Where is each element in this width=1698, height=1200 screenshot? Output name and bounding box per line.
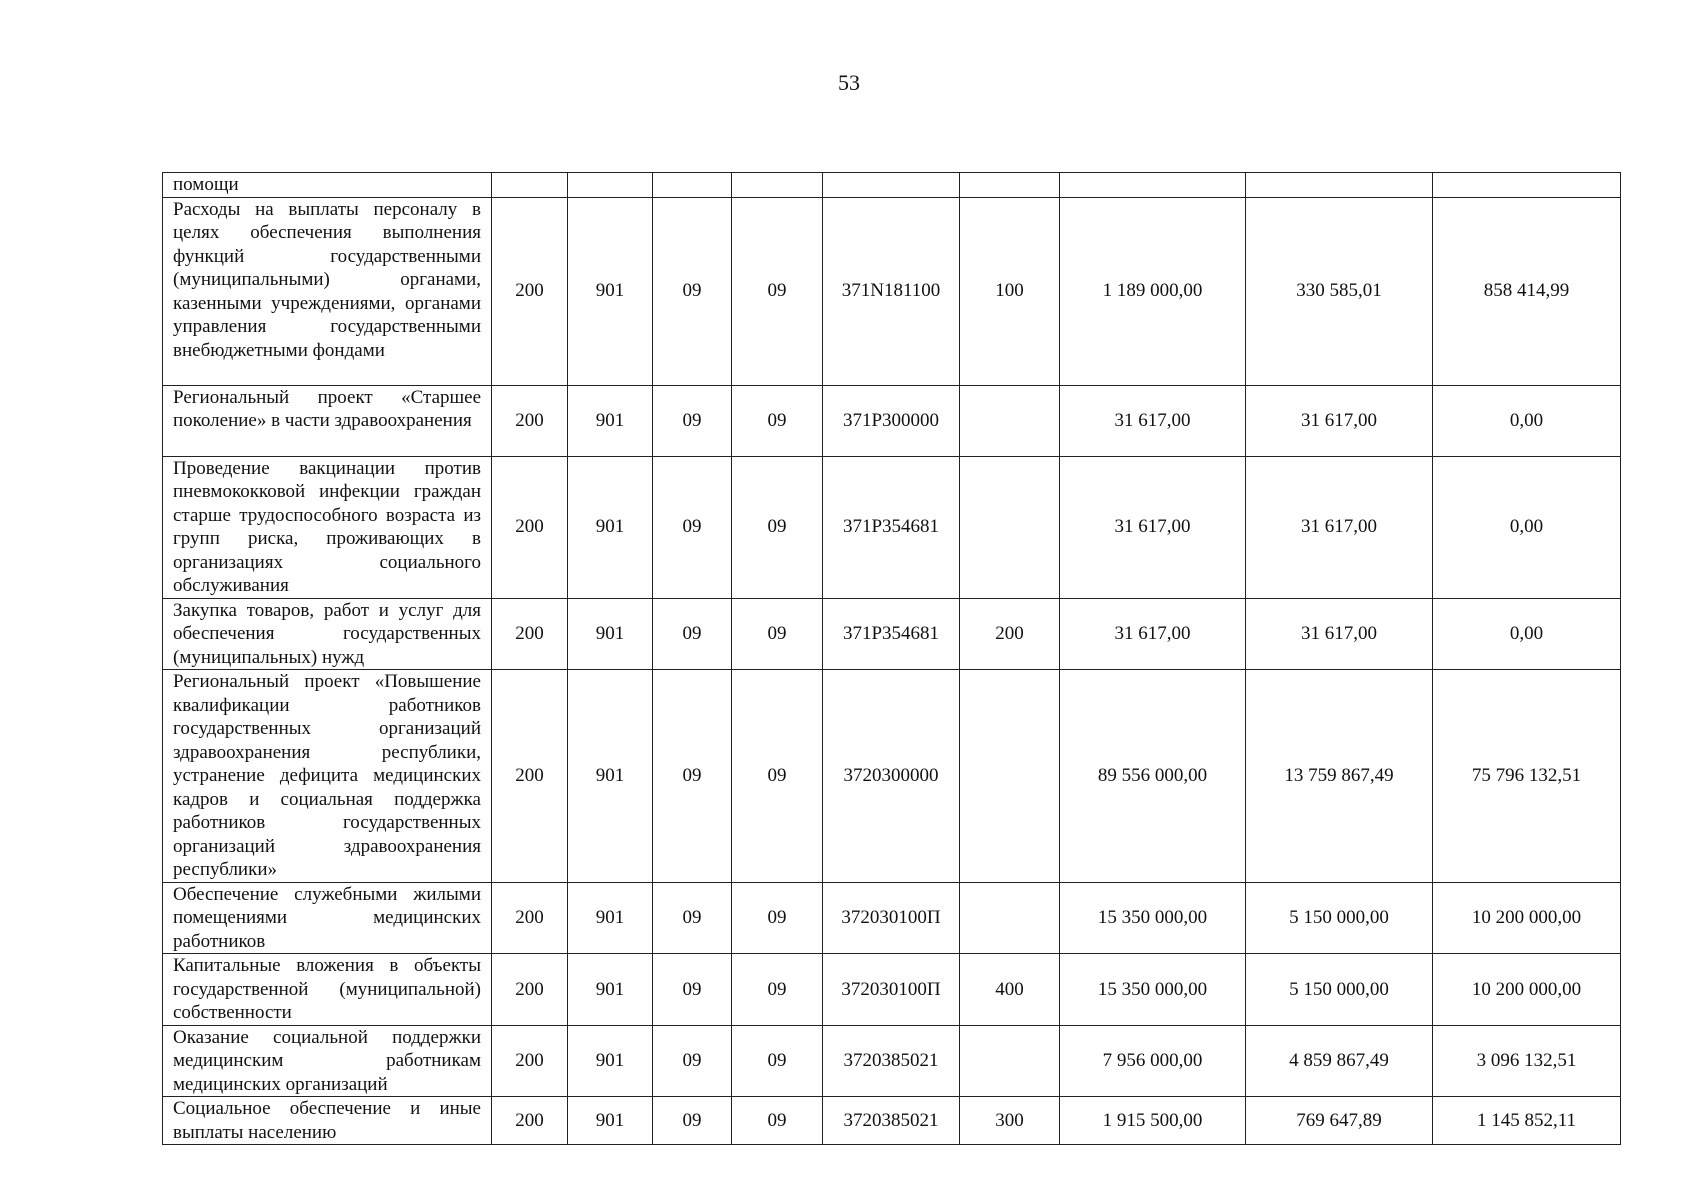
- cell-col6: [960, 670, 1060, 883]
- budget-table: [162, 172, 1621, 1145]
- cell-col7: 89 556 000,00: [1060, 670, 1246, 883]
- cell-col8: 769 647,89: [1246, 1097, 1433, 1145]
- row-description: Оказание социальной поддержки медицинским работникам медицинских организаций: [163, 1025, 492, 1097]
- cell-col2: 901: [568, 954, 653, 1026]
- cell-col7: 15 350 000,00: [1060, 954, 1246, 1026]
- cell-col8: 330 585,01: [1246, 197, 1433, 385]
- cell-col3: 09: [653, 197, 732, 385]
- row-description: Проведение вакцинации против пневмококковой инфекции граждан старше трудоспособного возраста из групп риска, проживающих в организациях социального обслуживания: [163, 456, 492, 598]
- cell-col5: 371P354681: [823, 456, 960, 598]
- table-row: [163, 456, 1621, 598]
- cell-col2: [568, 173, 653, 198]
- cell-col5: 3720385021: [823, 1097, 960, 1145]
- table-row: [163, 173, 1621, 198]
- cell-col3: 09: [653, 1097, 732, 1145]
- cell-col6: [960, 882, 1060, 954]
- cell-col7: 7 956 000,00: [1060, 1025, 1246, 1097]
- row-description: Расходы на выплаты персоналу в целях обеспечения выполнения функций государственными (муниципальными) органами, казенными учреждениями, органами управления государственными внебюджетными фондами: [163, 197, 492, 385]
- cell-col9: 1 145 852,11: [1433, 1097, 1621, 1145]
- row-description: помощи: [163, 173, 492, 198]
- cell-col8: 5 150 000,00: [1246, 954, 1433, 1026]
- table-row: [163, 1025, 1621, 1097]
- cell-col5: [823, 173, 960, 198]
- cell-col8: 13 759 867,49: [1246, 670, 1433, 883]
- page-number: 53: [838, 70, 860, 95]
- cell-col6: 300: [960, 1097, 1060, 1145]
- table-row: [163, 882, 1621, 954]
- cell-col6: 200: [960, 598, 1060, 670]
- table-row: [163, 1097, 1621, 1145]
- cell-col2: 901: [568, 197, 653, 385]
- cell-col3: 09: [653, 670, 732, 883]
- cell-col1: [492, 173, 568, 198]
- cell-col1: 200: [492, 385, 568, 456]
- cell-col6: [960, 456, 1060, 598]
- cell-col8: 31 617,00: [1246, 598, 1433, 670]
- cell-col8: [1246, 173, 1433, 198]
- table-row: [163, 385, 1621, 456]
- cell-col5: 372030100П: [823, 954, 960, 1026]
- cell-col2: 901: [568, 598, 653, 670]
- cell-col8: 5 150 000,00: [1246, 882, 1433, 954]
- cell-col1: 200: [492, 598, 568, 670]
- row-description: Капитальные вложения в объекты государственной (муниципальной) собственности: [163, 954, 492, 1026]
- cell-col4: 09: [732, 197, 823, 385]
- table-row: [163, 197, 1621, 385]
- row-description: Закупка товаров, работ и услуг для обеспечения государственных (муниципальных) нужд: [163, 598, 492, 670]
- cell-col4: 09: [732, 385, 823, 456]
- cell-col9: 3 096 132,51: [1433, 1025, 1621, 1097]
- cell-col6: [960, 1025, 1060, 1097]
- cell-col9: 0,00: [1433, 598, 1621, 670]
- cell-col1: 200: [492, 1025, 568, 1097]
- cell-col7: 1 189 000,00: [1060, 197, 1246, 385]
- cell-col8: 4 859 867,49: [1246, 1025, 1433, 1097]
- cell-col5: 371P300000: [823, 385, 960, 456]
- cell-col7: 31 617,00: [1060, 385, 1246, 456]
- cell-col4: 09: [732, 882, 823, 954]
- cell-col9: 0,00: [1433, 456, 1621, 598]
- cell-col2: 901: [568, 1025, 653, 1097]
- cell-col9: 10 200 000,00: [1433, 882, 1621, 954]
- cell-col3: 09: [653, 1025, 732, 1097]
- cell-col7: 1 915 500,00: [1060, 1097, 1246, 1145]
- cell-col7: [1060, 173, 1246, 198]
- row-description: Региональный проект «Повышение квалификации работников государственных организаций здравоохранения республики, устранение дефицита медицинских кадров и социальная поддержка работников государственных организаций здравоохранения республики»: [163, 670, 492, 883]
- cell-col9: 10 200 000,00: [1433, 954, 1621, 1026]
- cell-col5: 372030100П: [823, 882, 960, 954]
- cell-col1: 200: [492, 670, 568, 883]
- cell-col7: 15 350 000,00: [1060, 882, 1246, 954]
- cell-col2: 901: [568, 385, 653, 456]
- cell-col8: 31 617,00: [1246, 456, 1433, 598]
- cell-col5: 371N181100: [823, 197, 960, 385]
- cell-col4: [732, 173, 823, 198]
- cell-col9: 75 796 132,51: [1433, 670, 1621, 883]
- row-description: Социальное обеспечение и иные выплаты населению: [163, 1097, 492, 1145]
- table-row: [163, 598, 1621, 670]
- cell-col5: 371P354681: [823, 598, 960, 670]
- cell-col7: 31 617,00: [1060, 456, 1246, 598]
- cell-col2: 901: [568, 456, 653, 598]
- cell-col3: 09: [653, 882, 732, 954]
- row-description: Обеспечение служебными жилыми помещениями медицинских работников: [163, 882, 492, 954]
- cell-col1: 200: [492, 954, 568, 1026]
- cell-col9: 858 414,99: [1433, 197, 1621, 385]
- cell-col1: 200: [492, 197, 568, 385]
- cell-col5: 3720300000: [823, 670, 960, 883]
- cell-col3: 09: [653, 456, 732, 598]
- cell-col2: 901: [568, 882, 653, 954]
- table-row: [163, 670, 1621, 883]
- cell-col1: 200: [492, 456, 568, 598]
- cell-col4: 09: [732, 954, 823, 1026]
- row-description: Региональный проект «Старшее поколение» в части здравоохранения: [163, 385, 492, 456]
- cell-col7: 31 617,00: [1060, 598, 1246, 670]
- cell-col4: 09: [732, 670, 823, 883]
- cell-col9: [1433, 173, 1621, 198]
- cell-col2: 901: [568, 1097, 653, 1145]
- cell-col3: [653, 173, 732, 198]
- cell-col4: 09: [732, 456, 823, 598]
- cell-col1: 200: [492, 882, 568, 954]
- cell-col4: 09: [732, 1025, 823, 1097]
- cell-col6: 100: [960, 197, 1060, 385]
- cell-col6: [960, 173, 1060, 198]
- cell-col4: 09: [732, 1097, 823, 1145]
- cell-col9: 0,00: [1433, 385, 1621, 456]
- cell-col1: 200: [492, 1097, 568, 1145]
- cell-col3: 09: [653, 385, 732, 456]
- cell-col3: 09: [653, 598, 732, 670]
- cell-col8: 31 617,00: [1246, 385, 1433, 456]
- cell-col2: 901: [568, 670, 653, 883]
- cell-col4: 09: [732, 598, 823, 670]
- table-row: [163, 954, 1621, 1026]
- cell-col6: 400: [960, 954, 1060, 1026]
- cell-col5: 3720385021: [823, 1025, 960, 1097]
- cell-col3: 09: [653, 954, 732, 1026]
- cell-col6: [960, 385, 1060, 456]
